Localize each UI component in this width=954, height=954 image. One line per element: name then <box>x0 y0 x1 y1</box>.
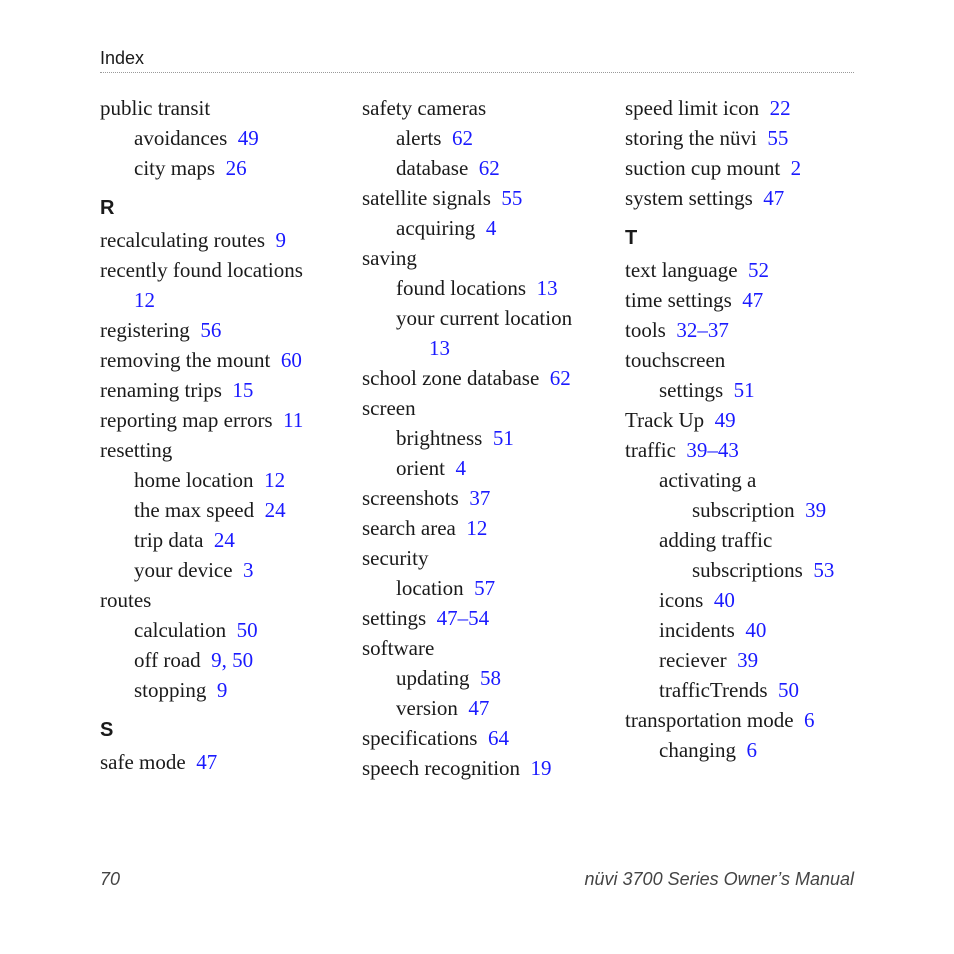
index-entry <box>625 435 875 465</box>
page-reference-link[interactable]: 53 <box>813 558 835 582</box>
index-entry <box>362 723 612 753</box>
index-subentry <box>362 333 612 363</box>
header-divider <box>100 72 854 73</box>
entry-term: found locations <box>396 276 527 300</box>
index-subentry <box>362 693 612 723</box>
index-entry <box>362 753 612 783</box>
page-reference-link[interactable]: 24 <box>264 498 286 522</box>
index-entry <box>362 183 612 213</box>
index-entry <box>625 285 875 315</box>
index-subentry <box>362 303 612 333</box>
entry-term: trafficTrends <box>659 678 768 702</box>
page-reference-link[interactable]: 13 <box>536 276 558 300</box>
index-subentry <box>362 453 612 483</box>
page-reference-link[interactable]: 47 <box>763 186 785 210</box>
entry-term: storing the nüvi <box>625 126 757 150</box>
entry-term: trip data <box>134 528 204 552</box>
entry-term: the max speed <box>134 498 255 522</box>
index-subentry <box>100 525 350 555</box>
index-subentry <box>100 153 350 183</box>
page-reference-link[interactable]: 9, 50 <box>211 648 254 672</box>
entry-term: version <box>396 696 458 720</box>
entry-term: home location <box>134 468 254 492</box>
page-reference-link[interactable]: 50 <box>236 618 258 642</box>
entry-term: icons <box>659 588 704 612</box>
entry-term: brightness <box>396 426 483 450</box>
index-subentry <box>362 123 612 153</box>
entry-term: suction cup mount <box>625 156 781 180</box>
index-entry <box>625 405 875 435</box>
index-entry <box>100 405 350 435</box>
page-reference-link[interactable]: 39 <box>805 498 827 522</box>
index-entry <box>625 123 875 153</box>
index-entry <box>625 345 875 375</box>
index-entry <box>362 603 612 633</box>
index-subentry <box>625 495 875 525</box>
index-entry <box>625 93 875 123</box>
index-subentry <box>362 663 612 693</box>
page-reference-link[interactable]: 58 <box>480 666 501 690</box>
entry-term: updating <box>396 666 470 690</box>
manual-title: nüvi 3700 Series Owner’s Manual <box>584 869 854 889</box>
page-reference-link[interactable]: 37 <box>469 486 491 510</box>
index-subentry <box>362 273 612 303</box>
index-subentry <box>100 285 350 315</box>
entry-term: satellite signals <box>362 186 491 210</box>
entry-term: system settings <box>625 186 753 210</box>
index-column-2 <box>362 93 612 783</box>
section-letter: R <box>100 197 115 219</box>
page-reference-link[interactable]: 6 <box>746 738 757 762</box>
entry-term: recalculating routes <box>100 228 266 252</box>
entry-term: acquiring <box>396 216 476 240</box>
entry-term: renaming trips <box>100 378 222 402</box>
page-reference-link[interactable]: 12 <box>466 516 488 540</box>
page-reference-link[interactable]: 47–54 <box>436 606 490 630</box>
entry-term: reporting map errors <box>100 408 273 432</box>
index-subentry <box>625 735 875 765</box>
entry-term: screen <box>362 396 416 420</box>
entry-term: routes <box>100 588 152 612</box>
entry-term: search area <box>362 516 456 540</box>
page-reference-link[interactable]: 2 <box>790 156 802 180</box>
page-reference-link[interactable]: 47 <box>468 696 490 720</box>
page-reference-link[interactable]: 62 <box>549 366 571 390</box>
page-reference-link[interactable]: 49 <box>714 408 736 432</box>
page-reference-link[interactable]: 39 <box>737 648 759 672</box>
entry-term: avoidances <box>134 126 228 150</box>
entry-term: adding traffic <box>659 528 773 552</box>
page-reference-link[interactable]: 13 <box>429 336 450 360</box>
entry-term: your current location <box>396 306 573 330</box>
page-reference-link[interactable]: 3 <box>243 558 254 582</box>
index-subentry <box>625 465 875 495</box>
index-subentry <box>625 615 875 645</box>
entry-term: city maps <box>134 156 216 180</box>
index-subentry <box>100 555 350 585</box>
index-subentry <box>625 375 875 405</box>
page-reference-link[interactable]: 55 <box>501 186 523 210</box>
index-subentry <box>100 645 350 675</box>
page-reference-link[interactable]: 39–43 <box>686 438 739 462</box>
entry-term: location <box>396 576 464 600</box>
entry-term: Track Up <box>625 408 705 432</box>
entry-term: registering <box>100 318 190 342</box>
page-reference-link[interactable]: 57 <box>474 576 496 600</box>
index-subentry <box>362 573 612 603</box>
page-reference-link[interactable]: 15 <box>232 378 254 402</box>
index-entry <box>625 255 875 285</box>
index-entry <box>362 513 612 543</box>
index-entry <box>100 93 350 123</box>
entry-term: text language <box>625 258 738 282</box>
entry-term: time settings <box>625 288 732 312</box>
entry-term: settings <box>659 378 724 402</box>
index-subentry <box>100 675 350 705</box>
page-reference-link[interactable]: 47 <box>196 750 218 774</box>
index-subentry <box>362 153 612 183</box>
entry-term: changing <box>659 738 736 762</box>
page-reference-link[interactable]: 9 <box>275 228 287 252</box>
page-reference-link[interactable]: 40 <box>745 618 767 642</box>
index-subentry <box>625 585 875 615</box>
entry-term: alerts <box>396 126 442 150</box>
page-reference-link[interactable]: 55 <box>767 126 789 150</box>
index-subentry <box>100 615 350 645</box>
entry-term: touchscreen <box>625 348 726 372</box>
index-entry <box>362 633 612 663</box>
page-reference-link[interactable]: 24 <box>213 528 235 552</box>
index-subentry <box>625 645 875 675</box>
entry-term: your device <box>134 558 233 582</box>
index-subentry <box>100 495 350 525</box>
entry-term: subscription <box>692 498 795 522</box>
entry-term: speed limit icon <box>625 96 760 120</box>
entry-term: subscriptions <box>692 558 803 582</box>
entry-term: specifications <box>362 726 478 750</box>
index-entry <box>625 183 875 213</box>
entry-term: traffic <box>625 438 676 462</box>
page-reference-link[interactable]: 62 <box>451 126 473 150</box>
index-entry <box>362 363 612 393</box>
page-reference-link[interactable]: 4 <box>485 216 497 240</box>
entry-term: database <box>396 156 469 180</box>
index-entry <box>362 483 612 513</box>
index-entry <box>100 747 350 777</box>
index-entry <box>362 243 612 273</box>
entry-term: safety cameras <box>362 96 487 120</box>
index-entry <box>362 93 612 123</box>
index-subentry <box>625 525 875 555</box>
entry-term: tools <box>625 318 666 342</box>
page-reference-link[interactable]: 52 <box>748 258 770 282</box>
entry-term: safe mode <box>100 750 186 774</box>
entry-term: screenshots <box>362 486 459 510</box>
index-entry <box>100 375 350 405</box>
page-reference-link[interactable]: 50 <box>778 678 799 702</box>
page-reference-link[interactable]: 12 <box>264 468 286 492</box>
index-entry <box>625 315 875 345</box>
entry-term: software <box>362 636 435 660</box>
entry-term: reciever <box>659 648 727 672</box>
index-entry <box>100 315 350 345</box>
section-letter: T <box>625 227 638 249</box>
index-column-3 <box>625 93 875 765</box>
entry-term: incidents <box>659 618 735 642</box>
page-reference-link[interactable]: 4 <box>455 456 466 480</box>
entry-term: transportation mode <box>625 708 794 732</box>
index-subentry <box>362 423 612 453</box>
index-entry <box>625 153 875 183</box>
entry-term: saving <box>362 246 417 270</box>
page-reference-link[interactable]: 47 <box>742 288 764 312</box>
entry-term: removing the mount <box>100 348 271 372</box>
page-number: 70 <box>100 869 121 889</box>
index-entry <box>100 345 350 375</box>
entry-term: school zone database <box>362 366 540 390</box>
running-header: Index <box>100 48 145 68</box>
entry-term: activating a <box>659 468 757 492</box>
section-letter: S <box>100 719 114 741</box>
entry-term: orient <box>396 456 445 480</box>
page-reference-link[interactable]: 49 <box>237 126 259 150</box>
page-reference-link[interactable]: 22 <box>769 96 791 120</box>
entry-term: recently found locations <box>100 258 303 282</box>
index-subentry <box>625 555 875 585</box>
page-reference-link[interactable]: 51 <box>733 378 755 402</box>
page-reference-link[interactable]: 62 <box>478 156 500 180</box>
index-entry <box>100 435 350 465</box>
page-reference-link[interactable]: 51 <box>492 426 514 450</box>
page-reference-link[interactable]: 6 <box>804 708 815 732</box>
entry-term: speech recognition <box>362 756 521 780</box>
page-reference-link[interactable]: 19 <box>530 756 552 780</box>
entry-term: stopping <box>134 678 207 702</box>
page-reference-link[interactable]: 12 <box>134 288 155 312</box>
index-subentry <box>362 213 612 243</box>
entry-term: calculation <box>134 618 227 642</box>
entry-term: resetting <box>100 438 173 462</box>
entry-term: public transit <box>100 96 211 120</box>
index-subentry <box>100 465 350 495</box>
index-entry <box>362 543 612 573</box>
page-reference-link[interactable]: 60 <box>280 348 302 372</box>
entry-term: settings <box>362 606 427 630</box>
page-reference-link[interactable]: 56 <box>200 318 222 342</box>
page-reference-link[interactable]: 32–37 <box>676 318 729 342</box>
page-reference-link[interactable]: 11 <box>283 408 304 432</box>
page-reference-link[interactable]: 64 <box>487 726 509 750</box>
index-entry <box>362 393 612 423</box>
entry-term: security <box>362 546 429 570</box>
index-entry <box>100 225 350 255</box>
page-reference-link[interactable]: 40 <box>713 588 735 612</box>
entry-term: off road <box>134 648 201 672</box>
index-column-1 <box>100 93 350 777</box>
index-entry <box>625 705 875 735</box>
index-subentry <box>100 123 350 153</box>
index-entry <box>100 255 350 285</box>
index-subentry <box>625 675 875 705</box>
page-reference-link[interactable]: 9 <box>216 678 228 702</box>
page-reference-link[interactable]: 26 <box>225 156 247 180</box>
index-entry <box>100 585 350 615</box>
